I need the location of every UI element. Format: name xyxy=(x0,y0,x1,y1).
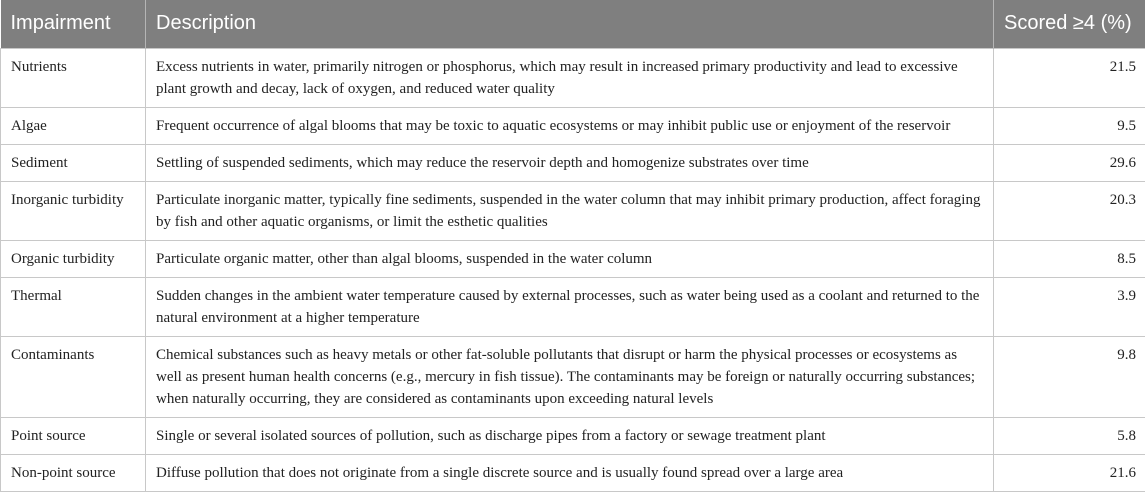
cell-description: Diffuse pollution that does not originate from a single discrete source and is usually found spread over a large area xyxy=(146,454,994,491)
cell-score: 29.6 xyxy=(994,144,1145,181)
cell-score: 21.5 xyxy=(994,48,1145,107)
header-impairment: Impairment xyxy=(1,0,146,48)
cell-description: Single or several isolated sources of pollution, such as discharge pipes from a factory or sewage treatment plant xyxy=(146,417,994,454)
cell-score: 3.9 xyxy=(994,277,1145,336)
cell-score: 20.3 xyxy=(994,181,1145,240)
cell-score: 9.8 xyxy=(994,336,1145,417)
table-row xyxy=(1,336,1145,417)
header-row xyxy=(1,0,1145,48)
table-row xyxy=(1,48,1145,107)
cell-impairment: Algae xyxy=(1,107,146,144)
cell-description: Particulate inorganic matter, typically fine sediments, suspended in the water column that may inhibit primary production, affect foraging by fish and other aquatic organisms, or limit the esthetic qualities xyxy=(146,181,994,240)
cell-score: 21.6 xyxy=(994,454,1145,491)
cell-description: Frequent occurrence of algal blooms that may be toxic to aquatic ecosystems or may inhibit public use or enjoyment of the reservoir xyxy=(146,107,994,144)
cell-description: Excess nutrients in water, primarily nitrogen or phosphorus, which may result in increased primary productivity and lead to excessive plant growth and decay, lack of oxygen, and reduced water quality xyxy=(146,48,994,107)
table-row xyxy=(1,417,1145,454)
table-row xyxy=(1,107,1145,144)
table-row xyxy=(1,181,1145,240)
cell-impairment: Contaminants xyxy=(1,336,146,417)
header-description: Description xyxy=(146,0,994,48)
cell-description: Particulate organic matter, other than algal blooms, suspended in the water column xyxy=(146,240,994,277)
cell-impairment: Thermal xyxy=(1,277,146,336)
cell-description: Sudden changes in the ambient water temperature caused by external processes, such as water being used as a coolant and returned to the natural environment at a higher temperature xyxy=(146,277,994,336)
cell-impairment: Sediment xyxy=(1,144,146,181)
table-row xyxy=(1,277,1145,336)
cell-score: 9.5 xyxy=(994,107,1145,144)
cell-description: Settling of suspended sediments, which may reduce the reservoir depth and homogenize substrates over time xyxy=(146,144,994,181)
cell-score: 8.5 xyxy=(994,240,1145,277)
table-row xyxy=(1,144,1145,181)
table-row xyxy=(1,454,1145,491)
cell-score: 5.8 xyxy=(994,417,1145,454)
cell-impairment: Organic turbidity xyxy=(1,240,146,277)
cell-description: Chemical substances such as heavy metals or other fat-soluble pollutants that disrupt or harm the physical processes or ecosystems as well as present human health concerns (e.g., mercury in fish tissue). The contaminants may be foreign or naturally occurring substances; when naturally occurring, they are considered as contaminants upon exceeding natural levels xyxy=(146,336,994,417)
cell-impairment: Inorganic turbidity xyxy=(1,181,146,240)
cell-impairment: Nutrients xyxy=(1,48,146,107)
cell-impairment: Point source xyxy=(1,417,146,454)
cell-impairment: Non-point source xyxy=(1,454,146,491)
header-score: Scored ≥4 (%) xyxy=(994,0,1145,48)
table-row xyxy=(1,240,1145,277)
